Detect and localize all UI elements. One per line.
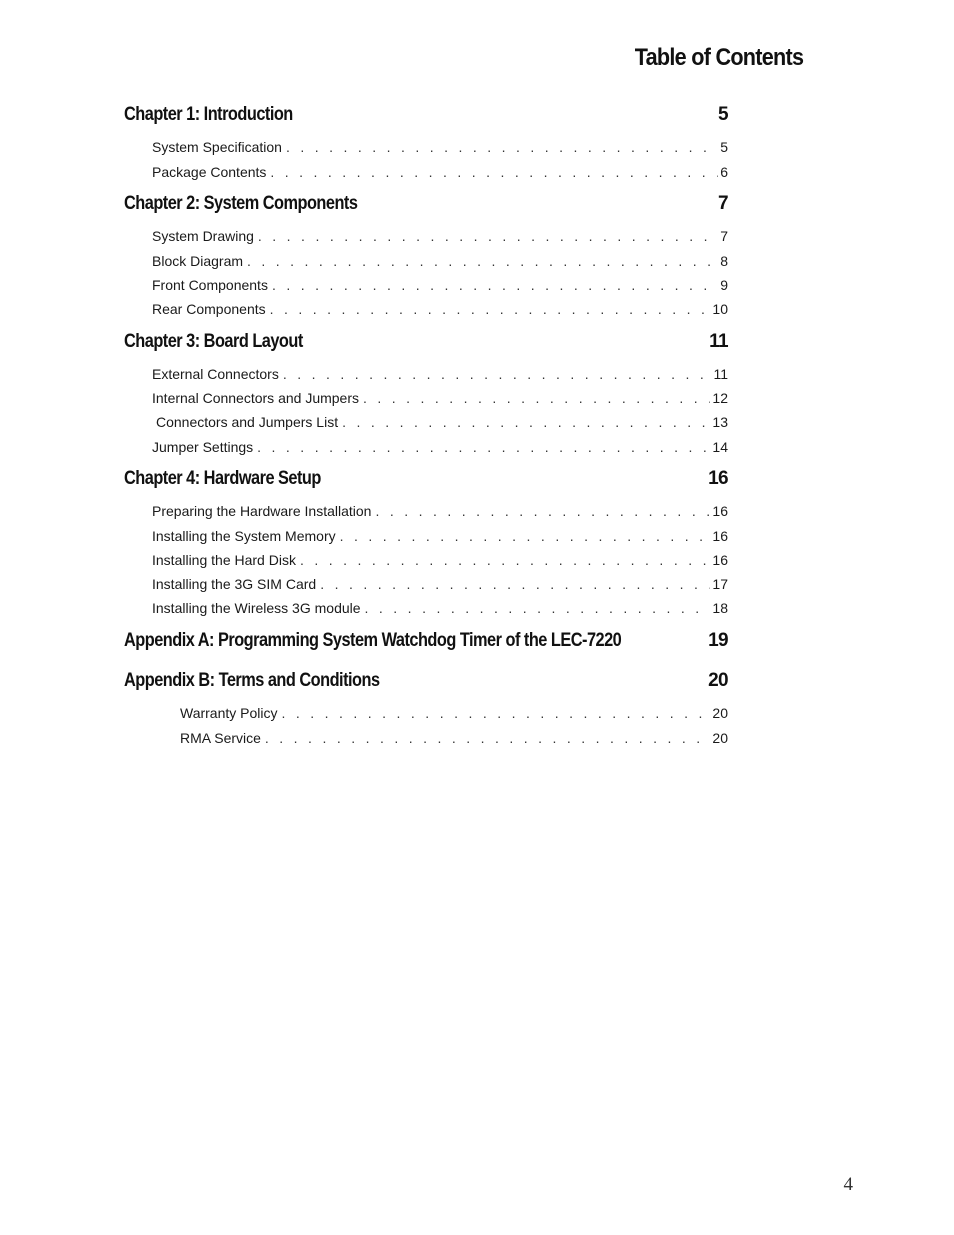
entry-title: Package Contents [152, 164, 267, 180]
entry-page: 17 [712, 576, 728, 592]
chapter-title: Appendix B: Terms and Conditions [124, 670, 380, 691]
entry-title: RMA Service [180, 730, 261, 746]
entry-title: Installing the System Memory [152, 528, 336, 544]
entry-page: 5 [720, 139, 728, 155]
entry-title: Preparing the Hardware Installation [152, 503, 372, 519]
toc-entry[interactable] [180, 705, 728, 721]
chapter-page: 16 [708, 468, 728, 489]
entry-title: Warranty Policy [180, 705, 278, 721]
toc-entry[interactable] [180, 730, 728, 746]
entry-page: 10 [712, 301, 728, 317]
chapter-title: Chapter 2: System Components [124, 193, 358, 214]
toc-entry[interactable] [152, 301, 728, 317]
dot-leader [375, 503, 710, 519]
toc-entry[interactable] [152, 139, 728, 155]
dot-leader [320, 576, 710, 592]
toc-entry[interactable] [152, 576, 728, 592]
entry-page: 14 [712, 439, 728, 455]
chapter-page: 7 [718, 193, 728, 214]
entry-title: Block Diagram [152, 253, 244, 269]
dot-leader [270, 301, 711, 317]
entry-title: System Specification [152, 139, 282, 155]
chapter-title: Chapter 1: Introduction [124, 104, 293, 125]
toc-entry[interactable] [152, 503, 728, 519]
toc-entry[interactable] [152, 552, 728, 568]
entry-page: 16 [712, 503, 728, 519]
entry-page: 16 [712, 528, 728, 544]
entry-page: 11 [713, 366, 728, 382]
dot-leader [265, 730, 711, 746]
toc-entry[interactable] [152, 390, 728, 406]
entry-title: Installing the 3G SIM Card [152, 576, 317, 592]
toc-entry[interactable] [152, 600, 728, 616]
entry-page: 7 [720, 228, 728, 244]
dot-leader [283, 366, 712, 382]
toc-chapter-4[interactable] [124, 468, 728, 490]
entry-title: Installing the Wireless 3G module [152, 600, 361, 616]
entry-page: 12 [712, 390, 728, 406]
dot-leader [270, 164, 718, 180]
page-title: Table of Contents [634, 44, 803, 71]
toc-chapter-1[interactable] [124, 104, 728, 126]
entry-title: Rear Components [152, 301, 266, 317]
toc-entry[interactable] [152, 366, 728, 382]
page-number: 4 [843, 1174, 853, 1195]
entry-title: Connectors and Jumpers List [156, 414, 339, 430]
chapter-page: 11 [709, 331, 728, 352]
chapter-page: 19 [708, 630, 728, 651]
entry-title: External Connectors [152, 366, 279, 382]
chapter-page: 5 [718, 104, 728, 125]
entry-page: 9 [720, 277, 728, 293]
dot-leader [365, 600, 711, 616]
entry-page: 20 [712, 705, 728, 721]
dot-leader [342, 414, 710, 430]
chapter-title: Chapter 4: Hardware Setup [124, 468, 321, 489]
toc-chapter-3[interactable] [124, 331, 728, 353]
entry-title: Front Components [152, 277, 268, 293]
dot-leader [282, 705, 711, 721]
toc-entry[interactable] [152, 253, 728, 269]
entry-page: 20 [712, 730, 728, 746]
toc-entry[interactable] [156, 414, 728, 430]
dot-leader [363, 390, 710, 406]
entry-page: 8 [720, 253, 728, 269]
entry-title: Jumper Settings [152, 439, 254, 455]
entry-page: 6 [720, 164, 728, 180]
dot-leader [272, 277, 718, 293]
chapter-title: Chapter 3: Board Layout [124, 331, 303, 352]
toc-appendix-a[interactable] [124, 630, 728, 652]
toc-entry[interactable] [152, 164, 728, 180]
toc-entry[interactable] [152, 439, 728, 455]
chapter-title: Appendix A: Programming System Watchdog Timer of the LEC-7220 [124, 630, 622, 651]
toc-appendix-b[interactable] [124, 670, 728, 692]
dot-leader [340, 528, 711, 544]
toc-entry[interactable] [152, 277, 728, 293]
entry-title: Installing the Hard Disk [152, 552, 296, 568]
dot-leader [286, 139, 718, 155]
entry-title: System Drawing [152, 228, 254, 244]
dot-leader [247, 253, 718, 269]
dot-leader [300, 552, 710, 568]
entry-title: Internal Connectors and Jumpers [152, 390, 359, 406]
toc-entry[interactable] [152, 228, 728, 244]
dot-leader [258, 228, 718, 244]
chapter-page: 20 [708, 670, 728, 691]
toc-chapter-2[interactable] [124, 193, 728, 215]
entry-page: 18 [712, 600, 728, 616]
entry-page: 13 [712, 414, 728, 430]
toc-entry[interactable] [152, 528, 728, 544]
dot-leader [257, 439, 710, 455]
entry-page: 16 [712, 552, 728, 568]
